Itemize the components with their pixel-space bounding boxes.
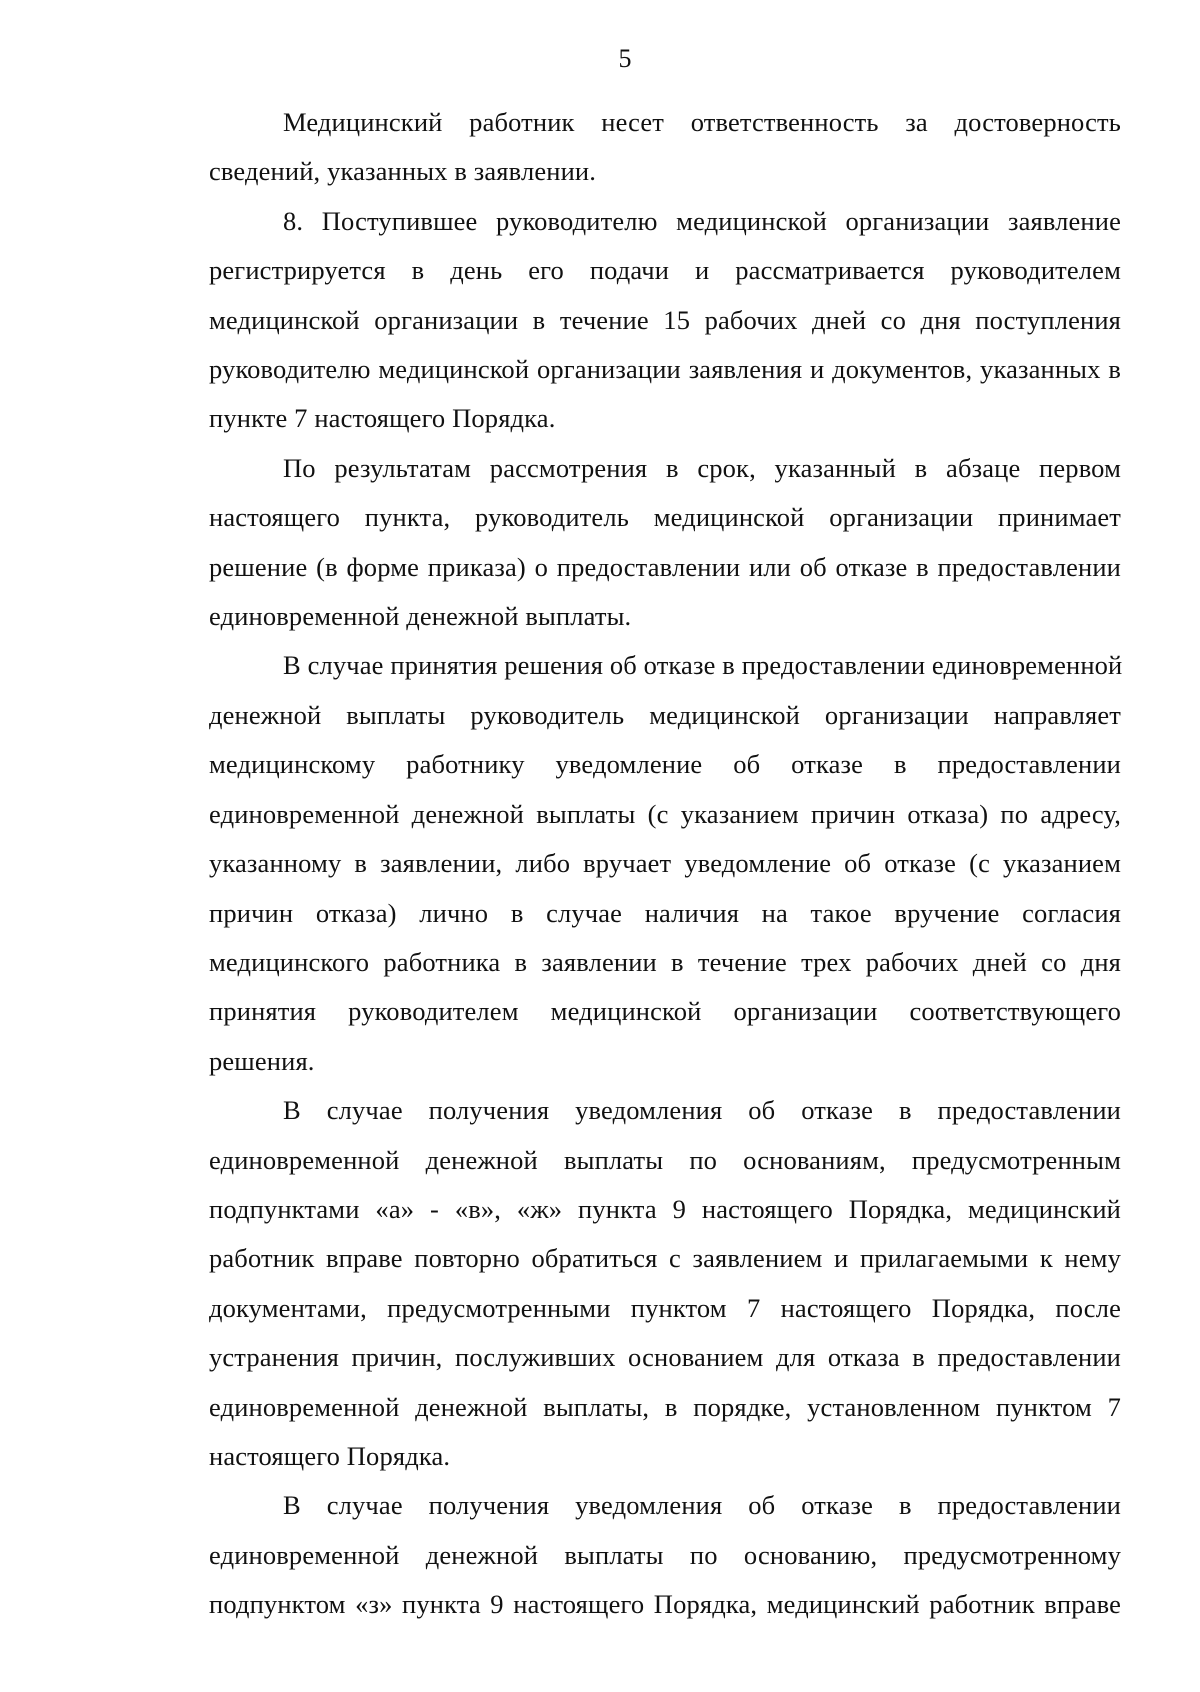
page-number: 5 xyxy=(618,44,632,73)
text-line: указанному в заявлении, либо вручает уведомление об отказе (с указанием xyxy=(209,848,1121,879)
text-line: В случае принятия решения об отказе в предоставлении единовременной xyxy=(283,650,1123,681)
text-line: медицинскому работнику уведомление об отказе в предоставлении xyxy=(209,749,1121,780)
document-body xyxy=(135,98,1121,1630)
text-line: По результатам рассмотрения в срок, указанный в абзаце первом xyxy=(283,452,1121,483)
text-line: руководителю медицинской организации заявления и документов, указанных в xyxy=(209,354,1121,385)
text-line: подпунктами «а» - «в», «ж» пункта 9 настоящего Порядка, медицинский xyxy=(209,1193,1121,1224)
paragraph-review-results xyxy=(135,444,1121,642)
paragraph-reapply-a-v-zh xyxy=(135,1086,1121,1481)
text-line: Медицинский работник несет ответственность за достоверность xyxy=(283,107,1121,137)
text-line: медицинской организации в течение 15 рабочих дней со дня поступления xyxy=(209,304,1121,335)
paragraph-item-8 xyxy=(135,197,1121,444)
text-line: пункте 7 настоящего Порядка. xyxy=(209,403,556,434)
paragraph-reapply-z xyxy=(135,1481,1121,1629)
text-line: денежной выплаты руководитель медицинской организации направляет xyxy=(209,699,1121,730)
text-line: решения. xyxy=(209,1045,315,1076)
text-line: единовременной денежной выплаты (с указанием причин отказа) по адресу, xyxy=(209,798,1121,829)
text-line: медицинского работника в заявлении в течение трех рабочих дней со дня xyxy=(209,946,1121,977)
text-line: настоящего Порядка. xyxy=(209,1440,451,1471)
text-line: регистрируется в день его подачи и рассматривается руководителем xyxy=(209,255,1121,286)
text-line: В случае получения уведомления об отказе в предоставлении xyxy=(283,1490,1121,1521)
text-line: сведений, указанных в заявлении. xyxy=(209,156,597,187)
text-line: подпунктом «з» пункта 9 настоящего Порядка, медицинский работник вправе xyxy=(209,1589,1121,1620)
paragraph-refusal-notice xyxy=(135,641,1121,1086)
text-line: единовременной денежной выплаты по основаниям, предусмотренным xyxy=(209,1144,1121,1175)
text-line: устранения причин, послуживших основанием для отказа в предоставлении xyxy=(209,1342,1121,1373)
text-line: причин отказа) лично в случае наличия на такое вручение согласия xyxy=(209,897,1121,928)
paragraph-responsibility xyxy=(135,98,1121,197)
text-line: документами, предусмотренными пунктом 7 настоящего Порядка, после xyxy=(209,1292,1121,1323)
text-line: решение (в форме приказа) о предоставлении или об отказе в предоставлении xyxy=(209,551,1121,582)
text-line: единовременной денежной выплаты, в порядке, установленном пунктом 7 xyxy=(209,1391,1121,1422)
text-line: 8. Поступившее руководителю медицинской организации заявление xyxy=(283,205,1121,236)
text-line: единовременной денежной выплаты. xyxy=(209,601,632,632)
text-line: настоящего пункта, руководитель медицинской организации принимает xyxy=(209,502,1121,533)
text-line: В случае получения уведомления об отказе в предоставлении xyxy=(283,1095,1121,1126)
text-line: работник вправе повторно обратиться с заявлением и прилагаемыми к нему xyxy=(209,1243,1121,1274)
text-line: единовременной денежной выплаты по основанию, предусмотренному xyxy=(209,1539,1121,1570)
text-line: принятия руководителем медицинской организации соответствующего xyxy=(209,996,1121,1027)
